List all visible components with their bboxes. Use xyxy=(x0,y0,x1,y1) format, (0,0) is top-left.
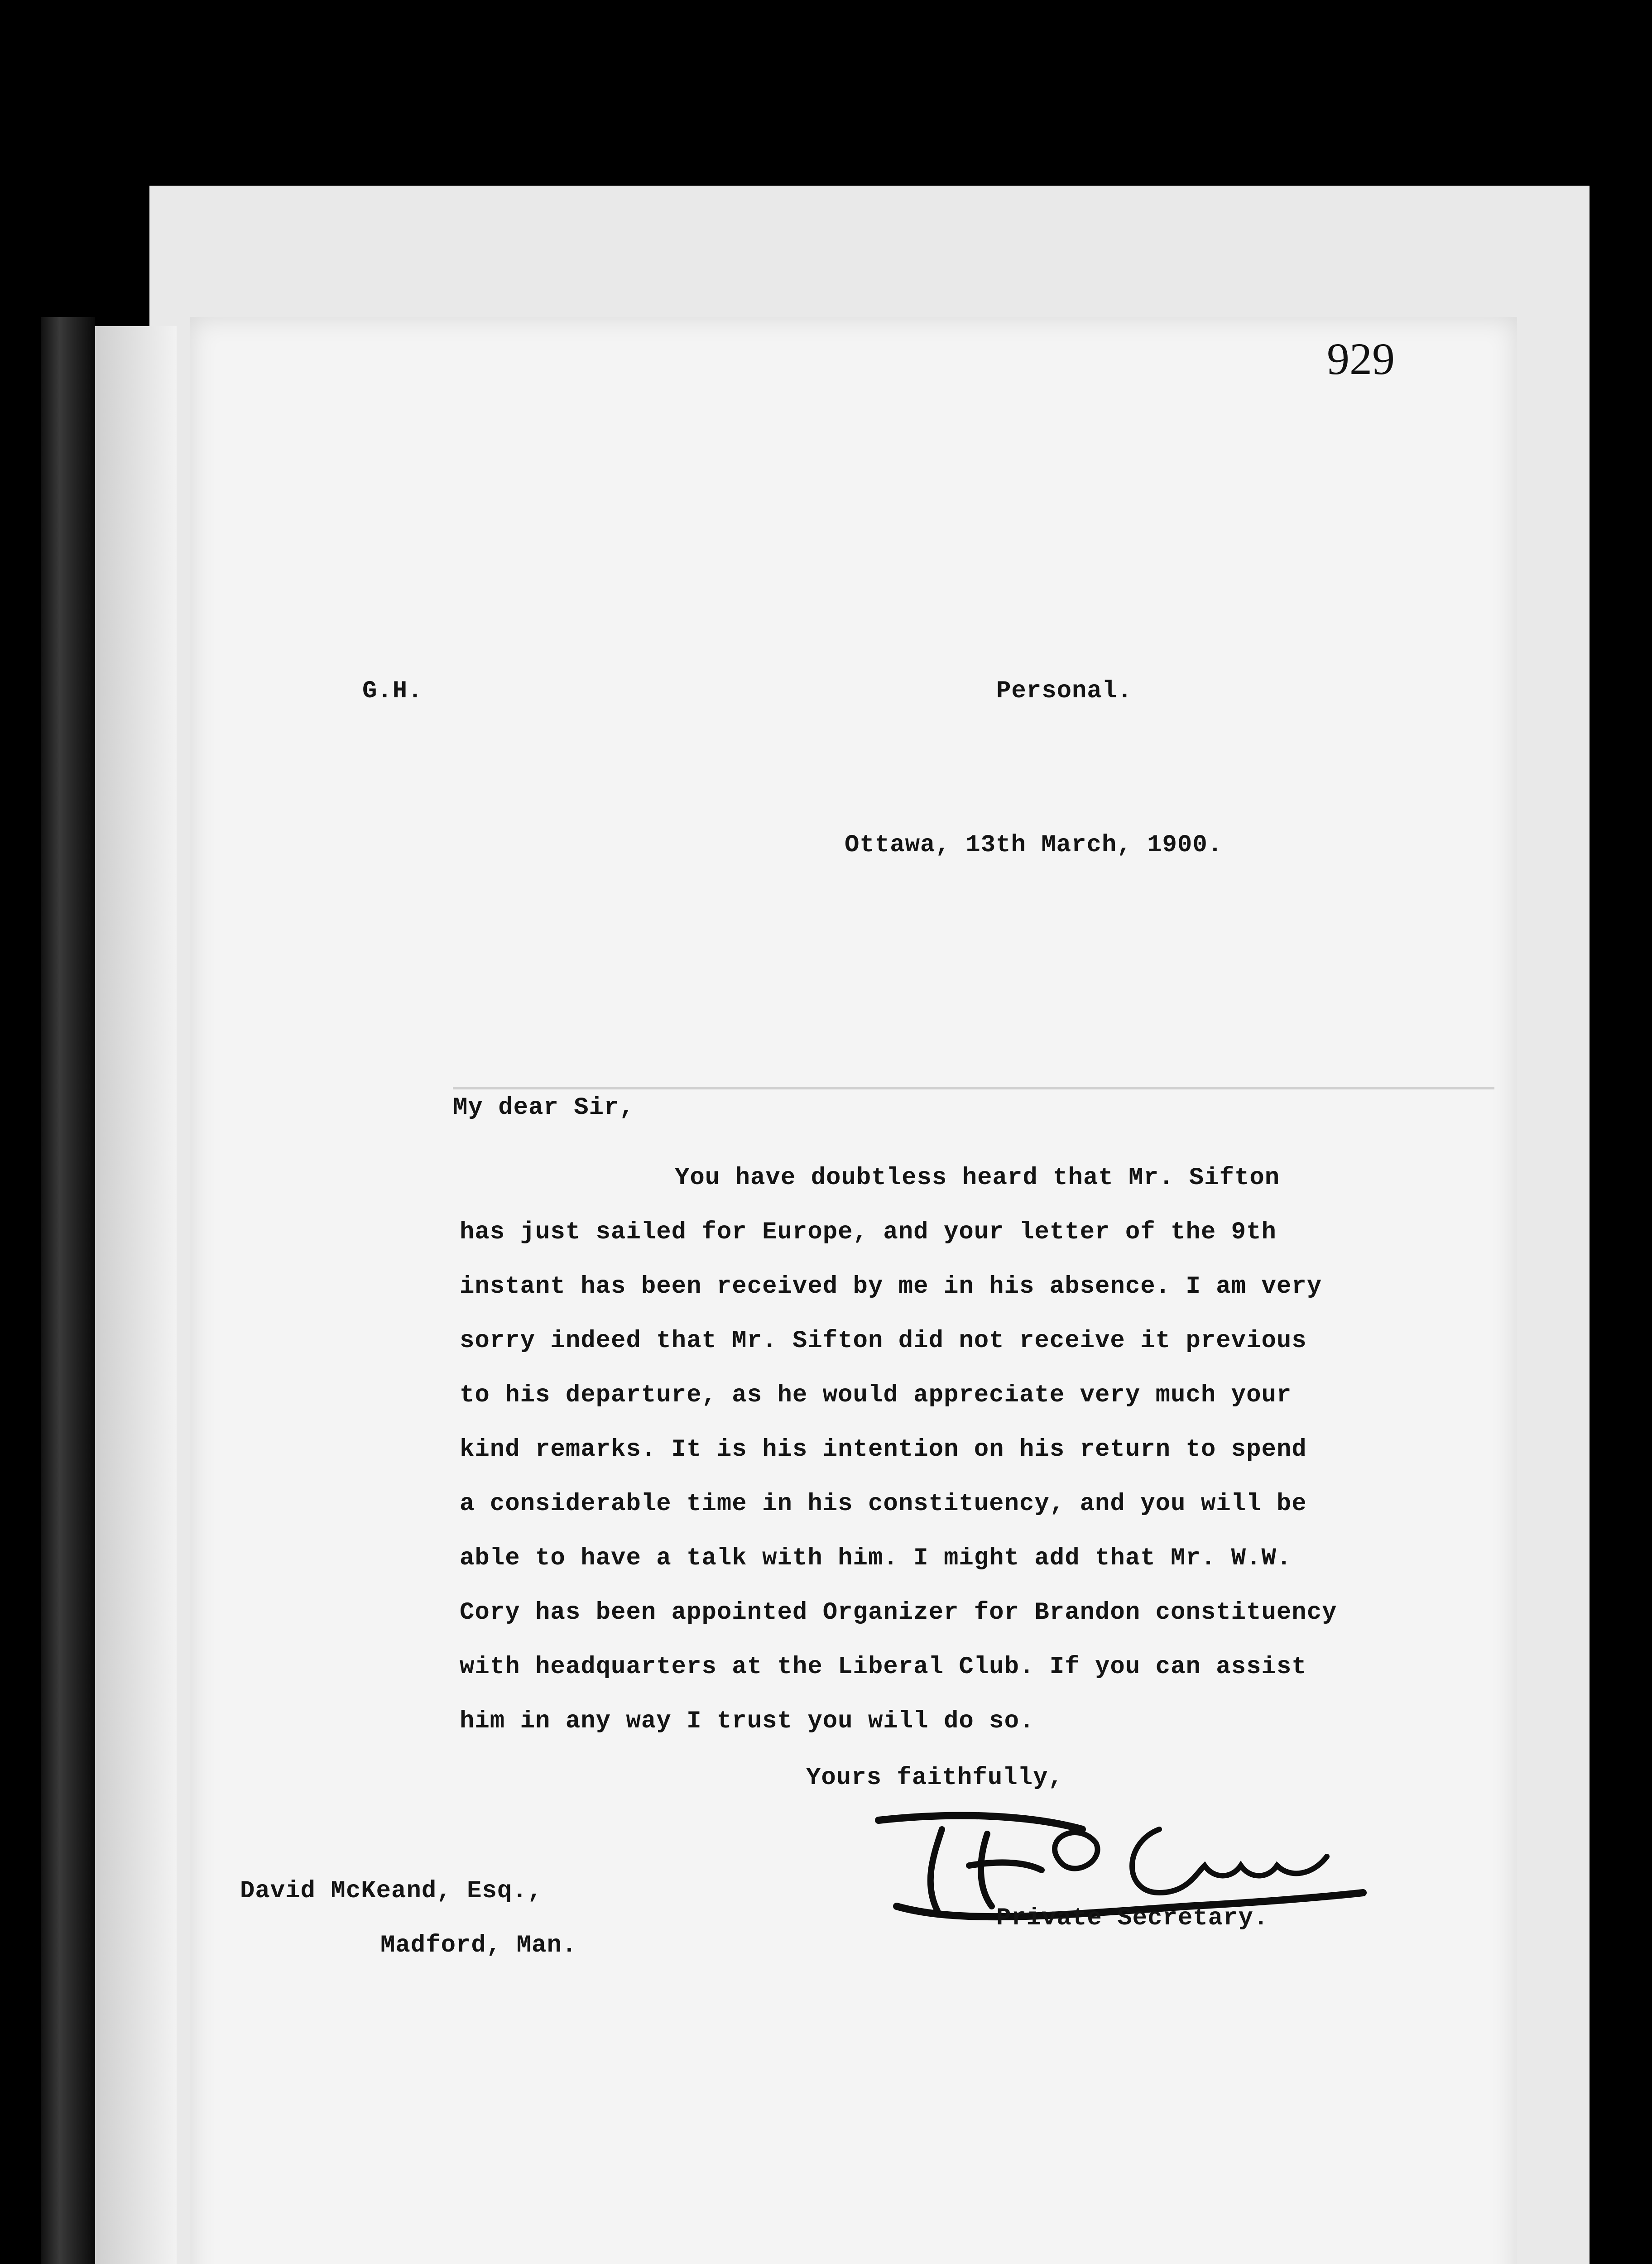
body-line: to his departure, as he would appreciate very much your xyxy=(460,1381,1292,1409)
body-line: kind remarks. It is his intention on his return to spend xyxy=(460,1436,1307,1463)
recipient-place: Madford, Man. xyxy=(380,1932,577,1959)
closing: Yours faithfully, xyxy=(806,1764,1063,1792)
body-line: a considerable time in his constituency, and you will be xyxy=(460,1490,1307,1518)
salutation: My dear Sir, xyxy=(453,1094,634,1122)
body-line: You have doubtless heard that Mr. Sifton xyxy=(675,1164,1280,1192)
backing-sheet-edge xyxy=(95,326,177,2264)
body-line: instant has been received by me in his absence. I am very xyxy=(460,1273,1322,1300)
film-edge xyxy=(41,317,95,2264)
page-number: 929 xyxy=(1327,334,1395,384)
fold-line xyxy=(453,1087,1494,1089)
place-date: Ottawa, 13th March, 1900. xyxy=(845,831,1223,859)
body-line: with headquarters at the Liberal Club. If you can assist xyxy=(460,1653,1307,1681)
body-line: sorry indeed that Mr. Sifton did not receive it previous xyxy=(460,1327,1307,1355)
recipient-name: David McKeand, Esq., xyxy=(240,1877,543,1905)
personal-marking: Personal. xyxy=(996,677,1133,705)
body-line: him in any way I trust you will do so. xyxy=(460,1708,1035,1735)
signature-title: Private Secretary. xyxy=(996,1904,1269,1932)
reference-code: G.H. xyxy=(362,677,423,705)
body-line: has just sailed for Europe, and your letter of the 9th xyxy=(460,1218,1277,1246)
body-line: Cory has been appointed Organizer for Brandon constituency xyxy=(460,1599,1337,1626)
body-line: able to have a talk with him. I might add that Mr. W.W. xyxy=(460,1545,1292,1572)
